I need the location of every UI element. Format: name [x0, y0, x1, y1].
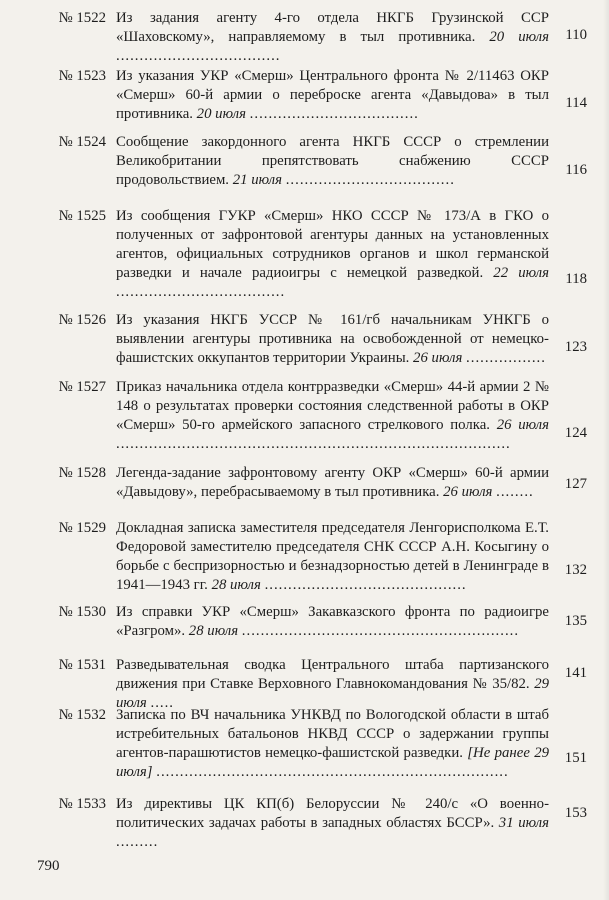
document-number: № 1522	[58, 10, 106, 26]
document-date: 28 июля	[188, 623, 239, 639]
page-reference	[549, 519, 587, 578]
document-title	[116, 207, 549, 302]
dot-leader: .....	[150, 695, 174, 711]
title-text: Докладная записка заместителя председателя Ленгорисполкома Е.Т. Федоровой заместителю председателя СНК СССР А.Н. Косыгину о борьбе с беспризорностью и безнадзорностью детей в Ленинграде в 1941—1943 гг.	[116, 520, 549, 593]
page-reference	[549, 311, 587, 355]
page-ref-text: 124	[564, 425, 587, 441]
document-title	[116, 656, 549, 713]
title-text: Из указания УКР «Смерш» Центрального фронта № 2/11463 ОКР «Смерш» 60-й армии о переброске агента «Давыдова» в тыл противника.	[116, 68, 549, 122]
document-title	[116, 311, 549, 368]
toc-entry	[28, 67, 587, 124]
title-text: Из директивы ЦК КП(б) Белоруссии № 240/с «О военно-политических задачах работы в западных областях БССР».	[116, 796, 549, 831]
dot-leader: ....................................................................................	[116, 436, 511, 452]
title-text: Разведывательная сводка Центрального штаба партизанского движения при Ставке Верховного Главнокомандования № 35/82.	[116, 657, 549, 692]
document-number: № 1531	[58, 657, 106, 673]
toc-entry	[28, 311, 587, 368]
dot-leader: ........	[496, 484, 534, 500]
page-ref-text: 114	[565, 95, 587, 111]
title-text: Легенда-задание зафронтовому агенту ОКР «Смерш» 60-й армии «Давыдову», перебрасываемому в тыл противника.	[116, 465, 549, 500]
document-date: 26 июля	[496, 417, 550, 433]
page-ref-text: 127	[564, 476, 587, 492]
document-number: № 1532	[58, 707, 106, 723]
page-reference	[549, 656, 587, 681]
page-edge-shadow	[603, 0, 609, 900]
page-ref-text: 153	[564, 805, 587, 821]
page-reference	[549, 67, 587, 111]
page-reference	[549, 795, 587, 821]
document-date: 29 июля	[116, 676, 549, 711]
title-text: Из справки УКР «Смерш» Закавказского фронта по радиоигре «Разгром».	[116, 604, 549, 639]
page-reference	[549, 464, 587, 492]
dot-leader: ....................................	[285, 172, 455, 188]
toc-entry	[28, 795, 587, 852]
document-title	[116, 706, 549, 782]
document-date: 28 июля	[211, 577, 261, 593]
document-title	[116, 603, 549, 641]
page-ref-text: 116	[565, 162, 587, 178]
document-title	[116, 9, 549, 66]
document-date: 20 июля	[196, 106, 246, 122]
page-ref-text: 118	[565, 271, 587, 287]
document-number: № 1533	[58, 796, 106, 812]
document-title	[116, 133, 549, 190]
page-ref-text: 110	[565, 27, 587, 43]
dot-leader: .................	[466, 350, 546, 366]
document-number: № 1530	[58, 604, 106, 620]
page-ref-text: 132	[564, 562, 587, 578]
document-number: № 1526	[58, 312, 106, 328]
dot-leader: ...........................................................	[241, 623, 520, 639]
title-text: Сообщение закордонного агента НКГБ СССР о стремлении Великобритании препятствовать снабжению СССР продовольствием.	[116, 134, 549, 188]
title-text: Из указания НКГБ УССР № 161/гб начальникам УНКГБ о выявлении агентуры противника на освобожденной от немецко-фашистских оккупантов территории Украины.	[116, 312, 549, 366]
document-number: № 1525	[58, 208, 106, 224]
page-reference	[549, 133, 587, 178]
document-number: № 1528	[58, 465, 106, 481]
page-reference	[549, 603, 587, 629]
toc-entry	[28, 656, 587, 713]
document-date: 26 июля	[443, 484, 493, 500]
toc-entry	[28, 464, 587, 502]
page-reference	[549, 378, 587, 441]
title-text: Из сообщения ГУКР «Смерш» НКО СССР № 173/А в ГКО о полученных от зафронтовой агентуры данных на установленных агентов, официальных сотрудников органов и школ германской разведки и начале радиоигры с немецкой разведкой.	[116, 208, 549, 281]
document-date: 26 июля	[413, 350, 463, 366]
document-number: № 1524	[58, 134, 106, 150]
page-number: 790	[37, 858, 60, 874]
title-text: Из задания агенту 4-го отдела НКГБ Грузинской ССР «Шаховскому», направляемому в тыл противника.	[116, 10, 549, 45]
document-title	[116, 378, 549, 454]
toc-entry	[28, 603, 587, 641]
document-date: 22 июля	[493, 265, 550, 281]
dot-leader: ....................................	[116, 284, 286, 300]
dot-leader: .........	[116, 834, 159, 850]
document-title	[116, 464, 549, 502]
document-title	[116, 519, 549, 595]
page-ref-text: 151	[564, 750, 587, 766]
document-number: № 1529	[58, 520, 106, 536]
document-title	[116, 795, 549, 852]
document-date: 20 июля	[489, 29, 550, 45]
document-date: [Не ранее 29 июля]	[116, 745, 550, 780]
toc-entry	[28, 378, 587, 454]
title-text: Приказ начальника отдела контрразведки «Смерш» 44-й армии 2 № 148 о результатах проверки состояния следственной работы в ОКР «Смерш» 50-го армейского запасного стрелкового полка.	[116, 379, 549, 433]
toc-entry	[28, 519, 587, 595]
dot-leader: ...........................................................................	[156, 764, 509, 780]
dot-leader: ...........................................	[264, 577, 467, 593]
dot-leader: ....................................	[249, 106, 419, 122]
document-title	[116, 67, 549, 124]
page-reference	[549, 706, 587, 766]
document-date: 31 июля	[498, 815, 549, 831]
toc-entry	[28, 207, 587, 302]
page-reference	[549, 9, 587, 43]
page-ref-text: 123	[564, 339, 587, 355]
document-number: № 1523	[58, 68, 106, 84]
toc-entry	[28, 9, 587, 66]
title-text: Записка по ВЧ начальника УНКВД по Вологодской области в штаб истребительных батальонов НКВД СССР о задержании группы агентов-парашютистов немецко-фашистской разведки.	[116, 707, 549, 761]
toc-entry	[28, 133, 587, 190]
toc-entry	[28, 706, 587, 782]
page-reference	[549, 207, 587, 287]
dot-leader: ...................................	[116, 48, 281, 64]
document-number: № 1527	[58, 379, 106, 395]
document-date: 21 июля	[232, 172, 283, 188]
page-ref-text: 135	[564, 613, 587, 629]
page-ref-text: 141	[564, 665, 587, 681]
